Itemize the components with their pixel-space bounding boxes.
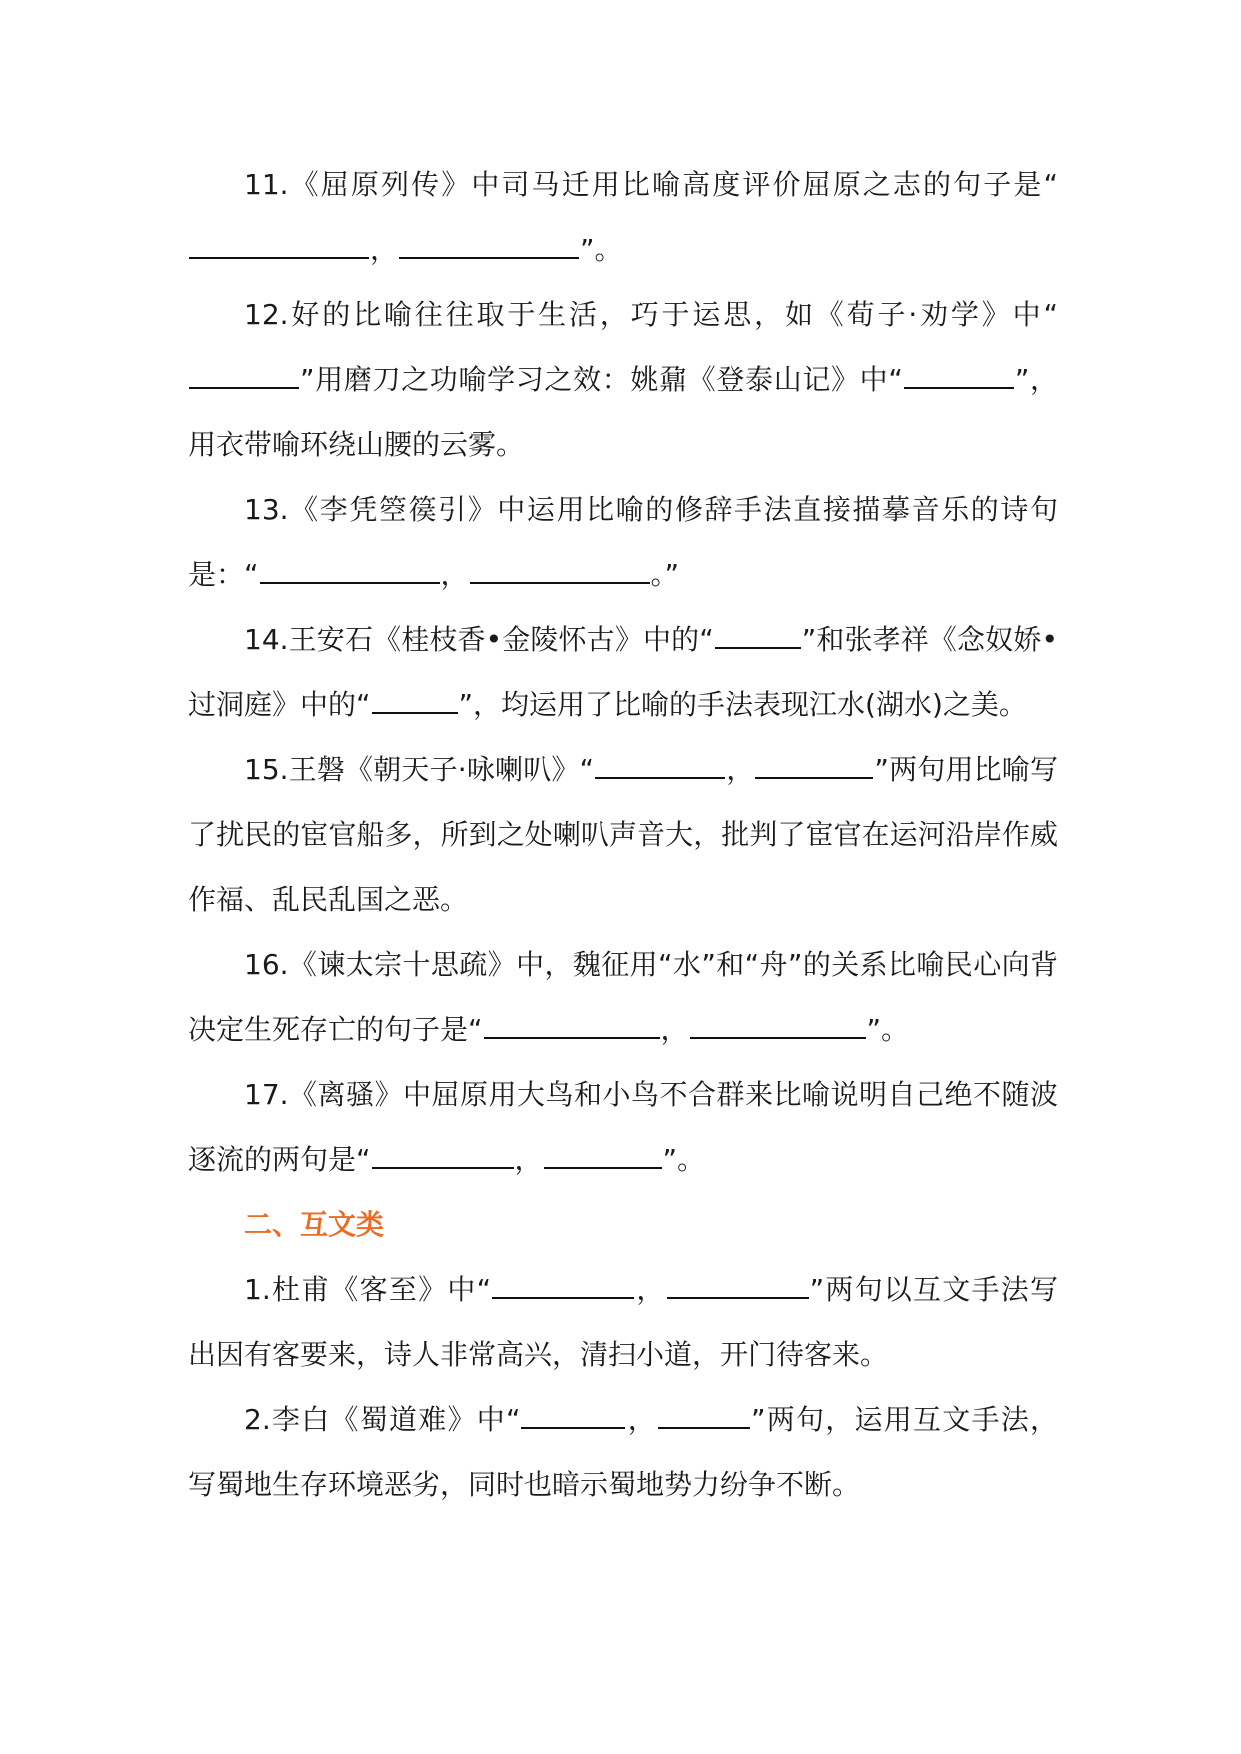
- answer-blank[interactable]: [904, 363, 1014, 389]
- answer-blank[interactable]: [189, 363, 299, 389]
- question-12: 12.好的比喻往往取于生活，巧于运思，如《荀子·劝学》中“”用磨刀之功喻学习之效：姚鼐《登泰山记》中“ ”，用衣带喻环绕山腰的云雾。: [188, 298, 1058, 461]
- answer-blank[interactable]: [484, 1013, 660, 1039]
- answer-blank[interactable]: [715, 623, 801, 649]
- answer-blank[interactable]: [492, 1273, 634, 1299]
- section-heading: 二、互文类: [244, 1208, 385, 1241]
- question-13: 13.《李凭箜篌引》中运用比喻的修辞手法直接描摹音乐的诗句是：“ ， 。”: [188, 493, 1058, 591]
- answer-blank[interactable]: [372, 688, 458, 714]
- question-17: 17.《离骚》中屈原用大鸟和小鸟不合群来比喻说明自己绝不随波逐流的两句是“ ， ”。: [188, 1078, 1058, 1176]
- question-16: 16.《谏太宗十思疏》中，魏征用“水”和“舟”的关系比喻民心向背决定生死存亡的句子是“ ， ”。: [188, 948, 1058, 1046]
- answer-blank[interactable]: [690, 1013, 866, 1039]
- answer-blank[interactable]: [667, 1273, 809, 1299]
- answer-blank[interactable]: [470, 558, 650, 584]
- answer-blank[interactable]: [372, 1143, 514, 1169]
- answer-blank[interactable]: [260, 558, 440, 584]
- answer-blank[interactable]: [399, 233, 579, 259]
- answer-blank[interactable]: [658, 1403, 750, 1429]
- section-question-1: 1.杜甫《客至》中“ ， ”两句以互文手法写出因有客要来，诗人非常高兴，清扫小道，开门待客来。: [188, 1273, 1058, 1371]
- question-14: 14.王安石《桂枝香•金陵怀古》中的“ ”和张孝祥《念奴娇•过洞庭》中的“ ”，均运用了比喻的手法表现江水(湖水)之美。: [188, 623, 1058, 721]
- answer-blank[interactable]: [189, 233, 369, 259]
- answer-blank[interactable]: [755, 753, 873, 779]
- answer-blank[interactable]: [521, 1403, 625, 1429]
- section-question-2: 2.李白《蜀道难》中“ ， ”两句，运用互文手法，写蜀地生存环境恶劣，同时也暗示蜀地势力纷争不断。: [188, 1403, 1058, 1501]
- answer-blank[interactable]: [544, 1143, 662, 1169]
- question-15: 15.王磐《朝天子·咏喇叭》“ ， ”两句用比喻写了扰民的宦官船多，所到之处喇叭声音大，批判了宦官在运河沿岸作威作福、乱民乱国之恶。: [188, 753, 1058, 916]
- answer-blank[interactable]: [595, 753, 725, 779]
- question-11: 11.《屈原列传》中司马迁用比喻高度评价屈原之志的句子是“， ”。: [188, 152, 1058, 282]
- document-body: [188, 152, 1058, 1517]
